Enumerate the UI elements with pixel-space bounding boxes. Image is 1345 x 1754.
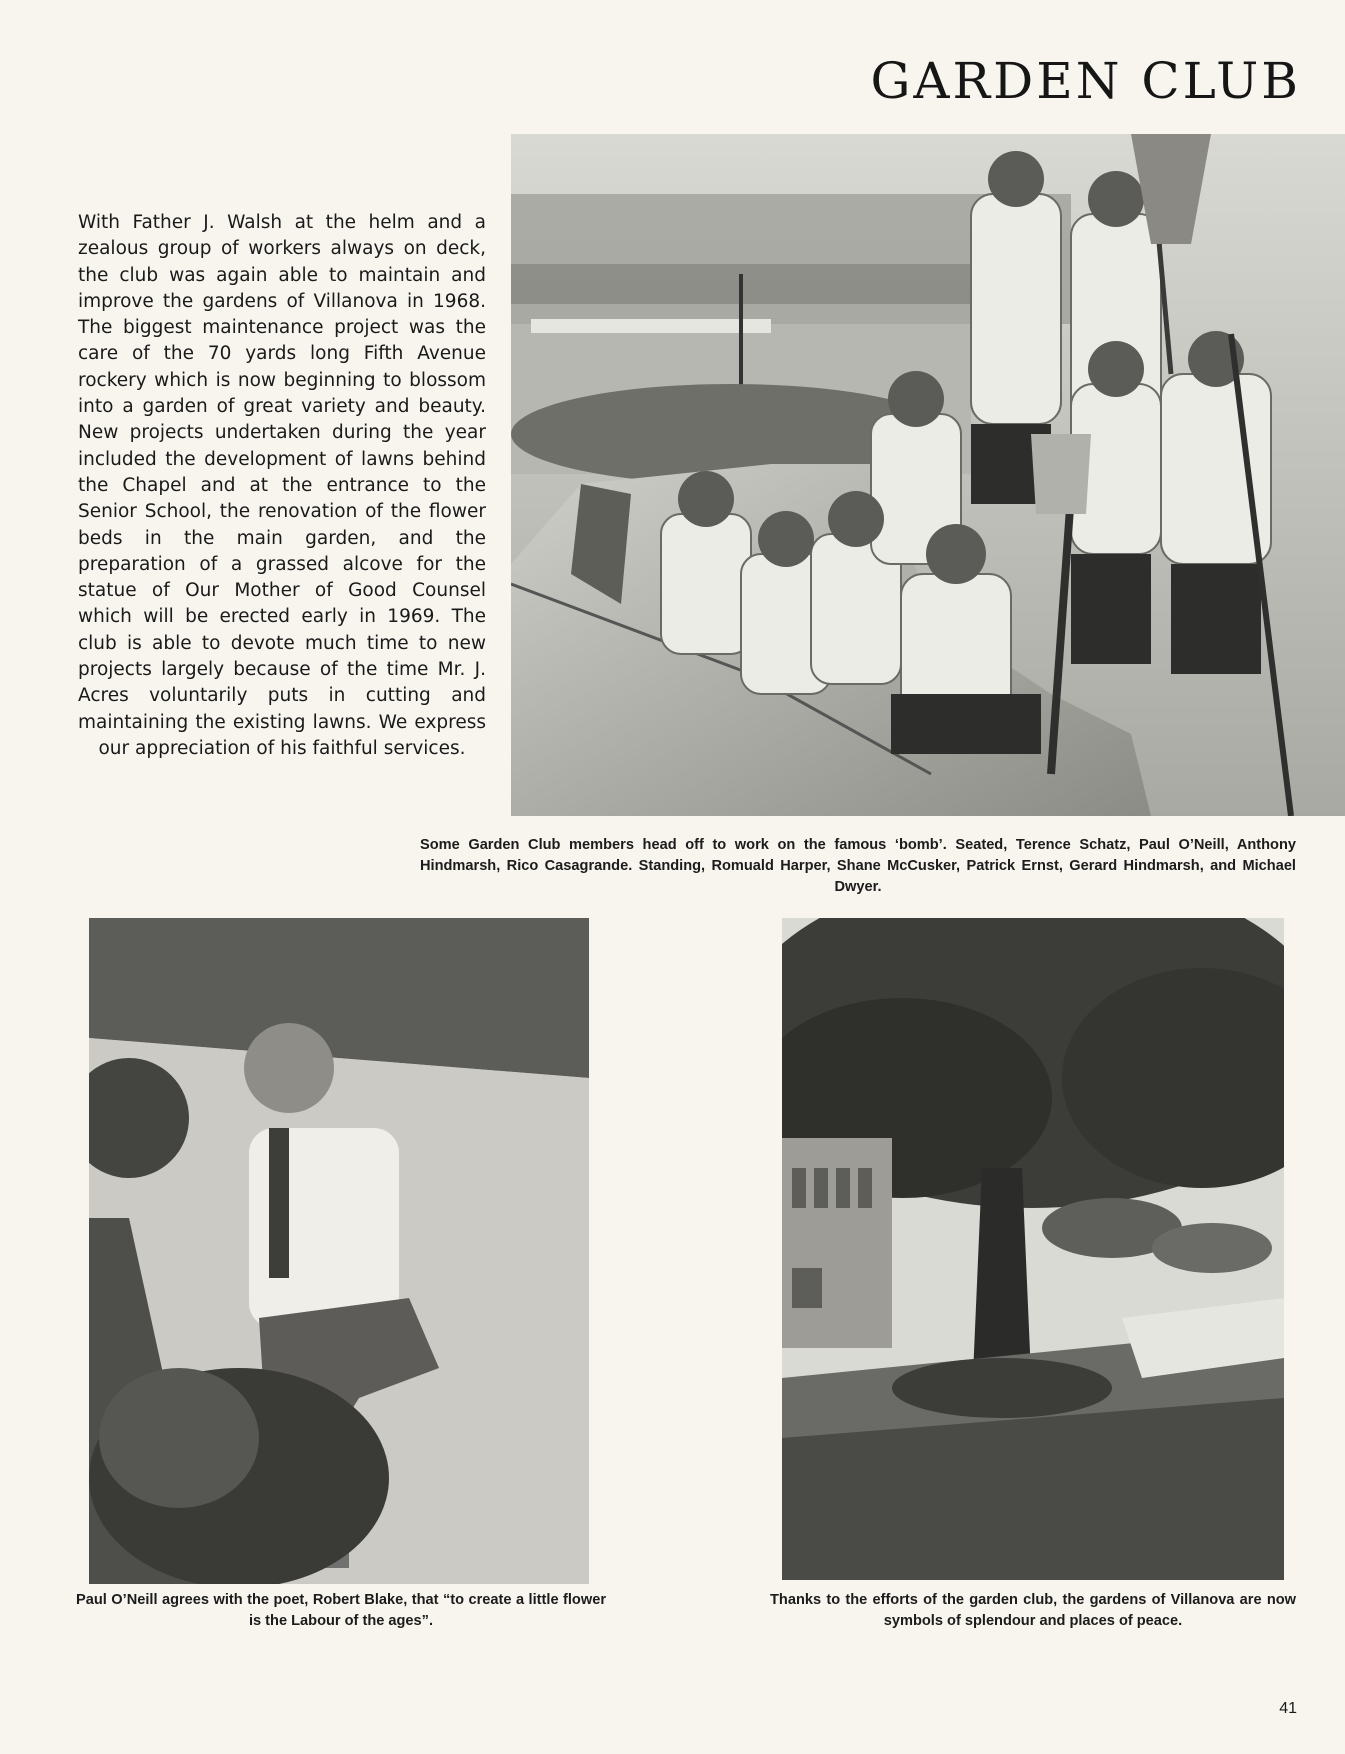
page-number: 41: [1279, 1700, 1297, 1717]
photo-right-illustration: [782, 918, 1284, 1580]
photo-boy-with-flowers: [89, 918, 589, 1584]
photo-villanova-gardens-tree: [782, 918, 1284, 1580]
intro-paragraph: With Father J. Walsh at the helm and a zealous group of workers always on deck, the club was again able to maintain and improve the gardens of Villanova in 1968. The biggest maintenance project was the care of the 70 yards long Fifth Avenue rockery which is now beginning to blossom into a garden of great variety and beauty. New projects undertaken during the year included the development of lawns behind the Chapel and at the entrance to the Senior School, the renovation of the flower beds in the main garden, and the preparation of a grassed alcove for the statue of Our Mother of Good Counsel which will be erected early in 1969. The club is able to devote much time to new projects largely because of the time Mr. J. Acres voluntarily puts in cutting and maintaining the existing lawns. We express our appreciation of his faithful services.: [78, 212, 486, 759]
photo-left-illustration: [89, 918, 589, 1584]
caption-top-photo: Some Garden Club members head off to work on the famous ‘bomb’. Seated, Terence Schatz, Paul O’Neill, Anthony Hindmarsh, Rico Casagrande. Standing, Romuald Harper, Shane McCusker, Patrick Ernst, Gerard Hindmarsh, and Michael Dwyer.: [420, 837, 1296, 895]
page-title: GARDEN CLUB: [870, 52, 1301, 110]
caption-left-photo: Paul O’Neill agrees with the poet, Robert Blake, that “to create a little flower is the Labour of the ages”.: [76, 1592, 606, 1629]
photo-top-illustration: [511, 134, 1345, 816]
caption-right-photo: Thanks to the efforts of the garden club, the gardens of Villanova are now symbols of splendour and places of peace.: [770, 1592, 1296, 1629]
photo-garden-club-members-car: [511, 134, 1345, 816]
